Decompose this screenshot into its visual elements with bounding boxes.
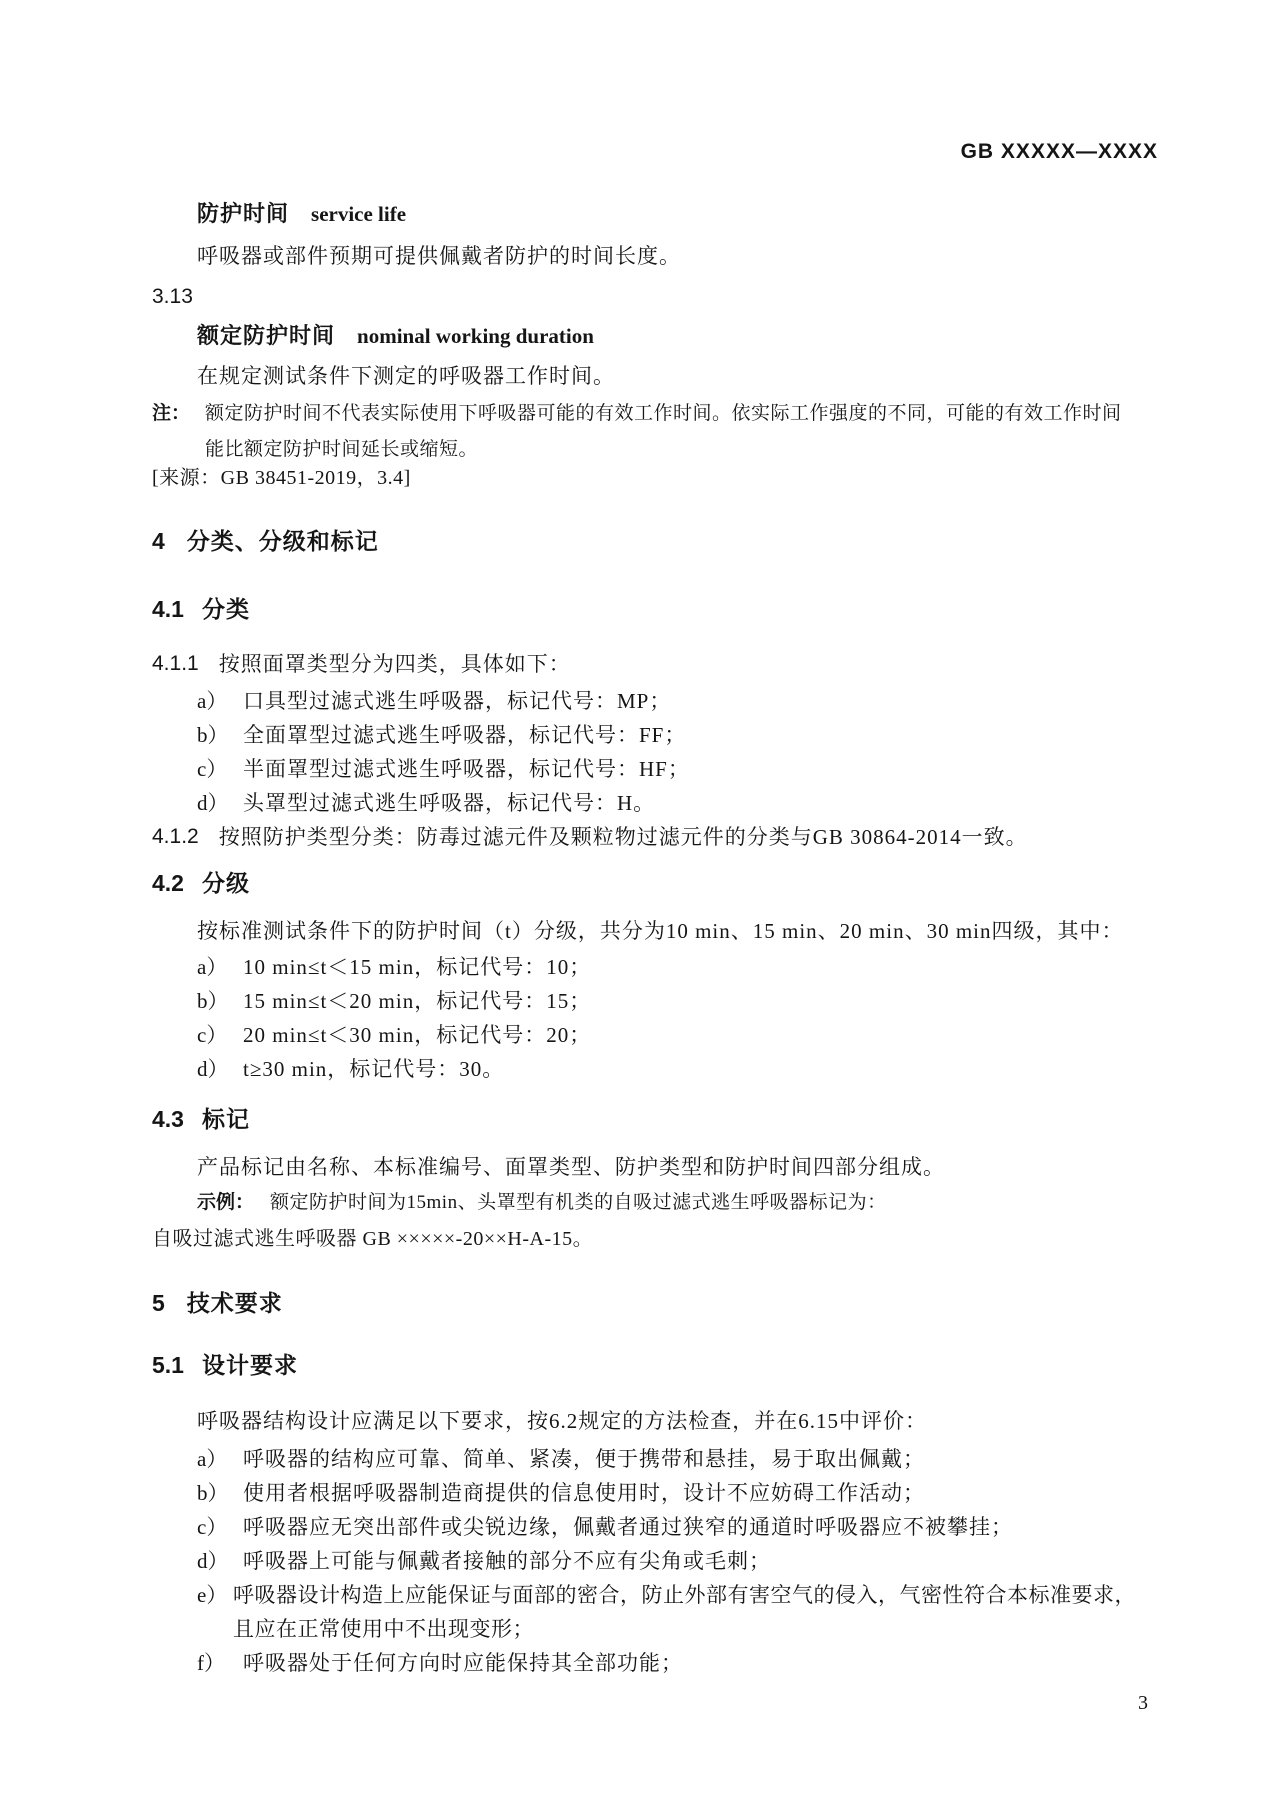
example-text: 额定防护时间为15min、头罩型有机类的自吸过滤式逃生呼吸器标记为：	[270, 1192, 887, 1213]
section-title: 分类	[201, 596, 250, 622]
clause-4-1-2	[152, 820, 1158, 854]
list-item	[152, 786, 1158, 820]
item-label: a）	[197, 955, 228, 979]
item-text: 全面罩型过滤式逃生呼吸器，标记代号：FF；	[243, 723, 687, 747]
item-label: a）	[197, 689, 228, 713]
clause-4-1-1	[152, 647, 1158, 681]
marking-paragraph: 产品标记由名称、本标准编号、面罩类型、防护类型和防护时间四部分组成。	[197, 1155, 945, 1179]
section-title: 标记	[201, 1106, 250, 1132]
section-number: 5	[152, 1290, 165, 1316]
term-definition: 在规定测试条件下测定的呼吸器工作时间。	[197, 364, 615, 388]
item-text: 10 min≤t＜15 min，标记代号：10；	[243, 955, 592, 979]
list-item	[152, 1578, 1158, 1646]
list-item	[152, 752, 1158, 786]
section-4-2-heading	[152, 866, 1158, 900]
term-clause-number: 3.13	[152, 285, 193, 308]
clause-number: 4.1.1	[152, 652, 199, 675]
design-requirements-intro: 呼吸器结构设计应满足以下要求，按6.2规定的方法检查，并在6.15中评价：	[197, 1409, 927, 1433]
term-zh-label: 额定防护时间	[197, 323, 336, 348]
item-text: 呼吸器处于任何方向时应能保持其全部功能；	[243, 1651, 683, 1675]
term-zh-label: 防护时间	[197, 201, 290, 226]
term-entry-nominal-working-duration	[152, 320, 1158, 352]
term-note	[152, 396, 1158, 468]
note-line2: 能比额定防护时间延长或缩短。	[205, 439, 479, 460]
item-text: t≥30 min，标记代号：30。	[243, 1057, 505, 1081]
example-label: 示例：	[197, 1192, 255, 1213]
item-label: e）	[197, 1583, 228, 1607]
list-item	[152, 684, 1158, 718]
item-label: b）	[197, 989, 229, 1013]
item-text: 半面罩型过滤式逃生呼吸器，标记代号：HF；	[243, 757, 690, 781]
section-title: 设计要求	[201, 1352, 298, 1378]
item-label: c）	[197, 757, 228, 781]
marking-example-code: 自吸过滤式逃生呼吸器 GB ×××××-20××H-A-15。	[152, 1228, 594, 1250]
list-item	[152, 1510, 1158, 1544]
section-number: 4.3	[152, 1106, 184, 1132]
grading-intro: 按标准测试条件下的防护时间（t）分级，共分为10 min、15 min、20 min、30 min四级，其中：	[197, 919, 1124, 943]
note-text	[205, 396, 1158, 468]
section-4-3-heading	[152, 1102, 1158, 1136]
list-item	[152, 1052, 1158, 1086]
item-text: 口具型过滤式逃生呼吸器，标记代号：MP；	[243, 689, 672, 713]
term-definition: 呼吸器或部件预期可提供佩戴者防护的时间长度。	[197, 244, 681, 268]
section-5-1-heading	[152, 1348, 1158, 1382]
section-number: 4.1	[152, 596, 184, 622]
item-text: 呼吸器应无突出部件或尖锐边缘，佩戴者通过狭窄的通道时呼吸器应不被攀挂；	[243, 1515, 1013, 1539]
section-number: 4	[152, 528, 165, 554]
item-text: 呼吸器上可能与佩戴者接触的部分不应有尖角或毛刺；	[243, 1549, 771, 1573]
section-number: 5.1	[152, 1352, 184, 1378]
item-label: d）	[197, 1549, 229, 1573]
item-label: d）	[197, 1057, 229, 1081]
term-source-reference: [来源：GB 38451-2019，3.4]	[152, 467, 411, 489]
section-title: 分类、分级和标记	[186, 528, 379, 554]
item-text: 头罩型过滤式逃生呼吸器，标记代号：H。	[243, 791, 656, 815]
item-label: b）	[197, 1481, 229, 1505]
item-label: f）	[197, 1651, 225, 1675]
term-en-label: nominal working duration	[357, 324, 594, 348]
item-text: 20 min≤t＜30 min，标记代号：20；	[243, 1023, 592, 1047]
item-label: b）	[197, 723, 229, 747]
list-item	[152, 718, 1158, 752]
marking-example	[152, 1188, 1158, 1218]
list-item	[152, 1018, 1158, 1052]
item-text: 呼吸器的结构应可靠、简单、紧凑，便于携带和悬挂，易于取出佩戴；	[243, 1447, 925, 1471]
page-number: 3	[1138, 1692, 1148, 1714]
list-item	[152, 1646, 1158, 1680]
design-requirements-list	[152, 1442, 1158, 1680]
term-en-label: service life	[311, 202, 407, 226]
clause-number: 4.1.2	[152, 825, 199, 848]
term-entry-service-life	[152, 198, 1158, 230]
item-label: c）	[197, 1515, 228, 1539]
clause-text: 按照面罩类型分为四类，具体如下：	[218, 652, 571, 676]
list-item	[152, 984, 1158, 1018]
note-line1: 额定防护时间不代表实际使用下呼吸器可能的有效工作时间。依实际工作强度的不同，可能的有效工作时间	[205, 403, 1122, 424]
clause-text: 按照防护类型分类：防毒过滤元件及颗粒物过滤元件的分类与GB 30864-2014一致。	[218, 825, 1028, 849]
document-code-header: GB XXXXX—XXXX	[960, 140, 1158, 163]
section-4-heading	[152, 524, 1158, 558]
item-text: 呼吸器设计构造上应能保证与面部的密合，防止外部有害空气的侵入，气密性符合本标准要求，且应在正常使用中不出现变形；	[233, 1583, 1136, 1641]
list-item	[152, 1544, 1158, 1578]
section-number: 4.2	[152, 870, 184, 896]
item-text: 15 min≤t＜20 min，标记代号：15；	[243, 989, 592, 1013]
section-title: 分级	[201, 870, 250, 896]
mask-type-list	[152, 684, 1158, 820]
section-5-heading	[152, 1286, 1158, 1320]
list-item	[152, 950, 1158, 984]
item-label: c）	[197, 1023, 228, 1047]
item-label: d）	[197, 791, 229, 815]
note-label: 注：	[152, 403, 191, 424]
grading-list	[152, 950, 1158, 1086]
item-text: 使用者根据呼吸器制造商提供的信息使用时，设计不应妨碍工作活动；	[243, 1481, 925, 1505]
section-4-1-heading	[152, 592, 1158, 626]
item-label: a）	[197, 1447, 228, 1471]
list-item	[152, 1476, 1158, 1510]
section-title: 技术要求	[186, 1290, 283, 1316]
list-item	[152, 1442, 1158, 1476]
